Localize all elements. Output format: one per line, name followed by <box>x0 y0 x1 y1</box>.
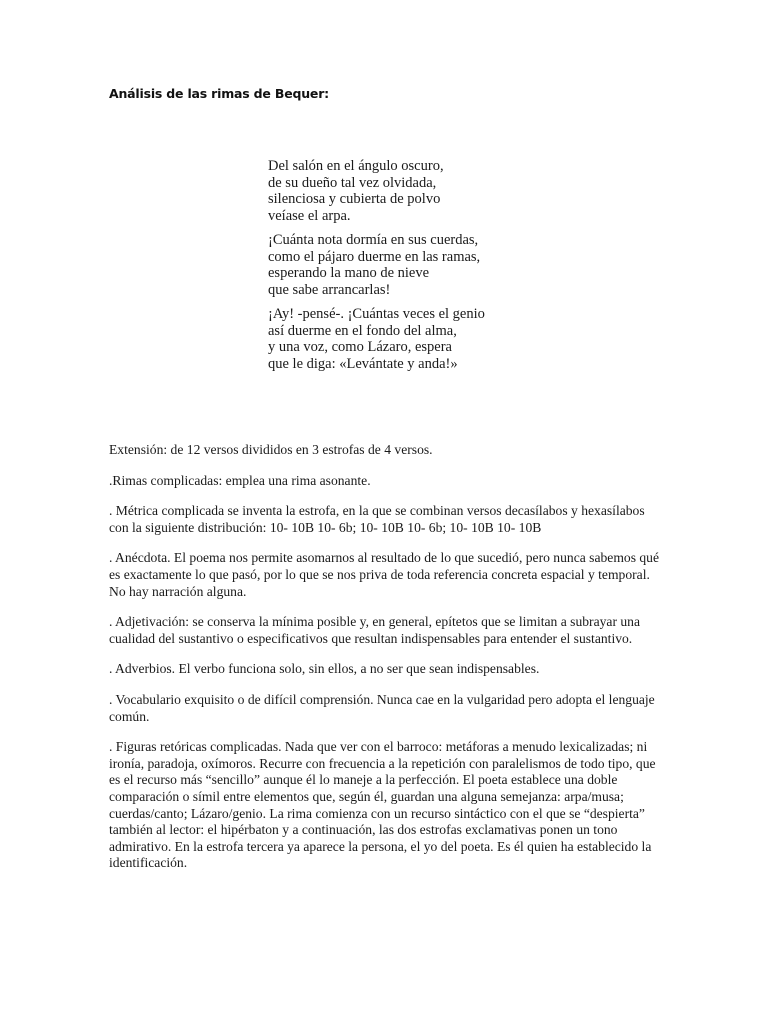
analysis-extension: Extensión: de 12 versos divididos en 3 estrofas de 4 versos. <box>109 442 433 457</box>
analysis-meter: . Métrica complicada se inventa la estrofa, en la que se combinan versos decasílabos y hexasílabos con la siguiente distribución: 10- 10B 10- 6b; 10- 10B 10- 6b; 10- 10B 10- 10B <box>109 503 645 535</box>
analysis-rhetorical-figures: . Figuras retóricas complicadas. Nada que ver con el barroco: metáforas a menudo lexicalizadas; ni ironía, paradoja, oxímoros. Recurre con frecuencia a la repetición con paralelismos de todo tipo, que es el recurso más “sencillo” aunque él lo maneje a la perfección. El poeta establece una doble comparación o símil entre elementos que, según él, guardan una alguna semejanza: arpa/musa; cuerdas/canto; Lázaro/genio. La rima comienza con un recurso sintáctico con el que se “despierta” también al lector: el hipérbaton y a continuación, las dos estrofas exclamativas ponen un tono admirativo. En la estrofa tercera ya aparece la persona, el yo del poeta. Es él quien ha establecido la identificación. <box>109 739 656 871</box>
analysis-adjectives: . Adjetivación: se conserva la mínima posible y, en general, epítetos que se limitan a subrayar una cualidad del sustantivo o especificativos que resultan indispensables para entender el sustantivo. <box>109 614 640 646</box>
poem-verse: silenciosa y cubierta de polvo <box>268 191 441 207</box>
analysis-rhyme: .Rimas complicadas: emplea una rima asonante. <box>109 472 371 488</box>
analysis-anecdote: . Anécdota. El poema nos permite asomarnos al resultado de lo que sucedió, pero nunca sabemos qué es exactamente lo que pasó, por lo que se nos priva de toda referencia concreta espacial y temporal. No hay narración alguna. <box>109 550 660 599</box>
analysis-vocabulary: . Vocabulario exquisito o de difícil comprensión. Nunca cae en la vulgaridad pero adopta el lenguaje común. <box>109 691 655 724</box>
poem-verse: veíase el arpa. <box>268 207 351 224</box>
poem-verse: ¡Cuánta nota dormía en sus cuerdas, <box>268 232 479 248</box>
poem-stanza-2 <box>268 232 568 298</box>
poem-verse: que sabe arrancarlas! <box>268 281 391 298</box>
poem-verse: así duerme en el fondo del alma, <box>268 322 457 339</box>
poem-stanza-1 <box>268 158 568 224</box>
analysis-section <box>109 442 664 886</box>
poem-stanza-3 <box>268 306 568 372</box>
poem-verse: esperando la mano de nieve <box>268 265 430 281</box>
analysis-adverbs: . Adverbios. El verbo funciona solo, sin ellos, a no ser que sean indispensables. <box>109 661 540 677</box>
poem <box>268 158 568 380</box>
poem-verse: que le diga: «Levántate y anda!» <box>268 355 458 372</box>
poem-verse: Del salón en el ángulo oscuro, <box>268 158 444 174</box>
poem-verse: y una voz, como Lázaro, espera <box>268 339 452 355</box>
poem-verse: como el pájaro duerme en las ramas, <box>268 248 481 265</box>
poem-verse: de su dueño tal vez olvidada, <box>268 174 437 191</box>
poem-verse: ¡Ay! -pensé-. ¡Cuántas veces el genio <box>268 306 485 322</box>
page-title: Análisis de las rimas de Bequer: <box>109 86 329 101</box>
